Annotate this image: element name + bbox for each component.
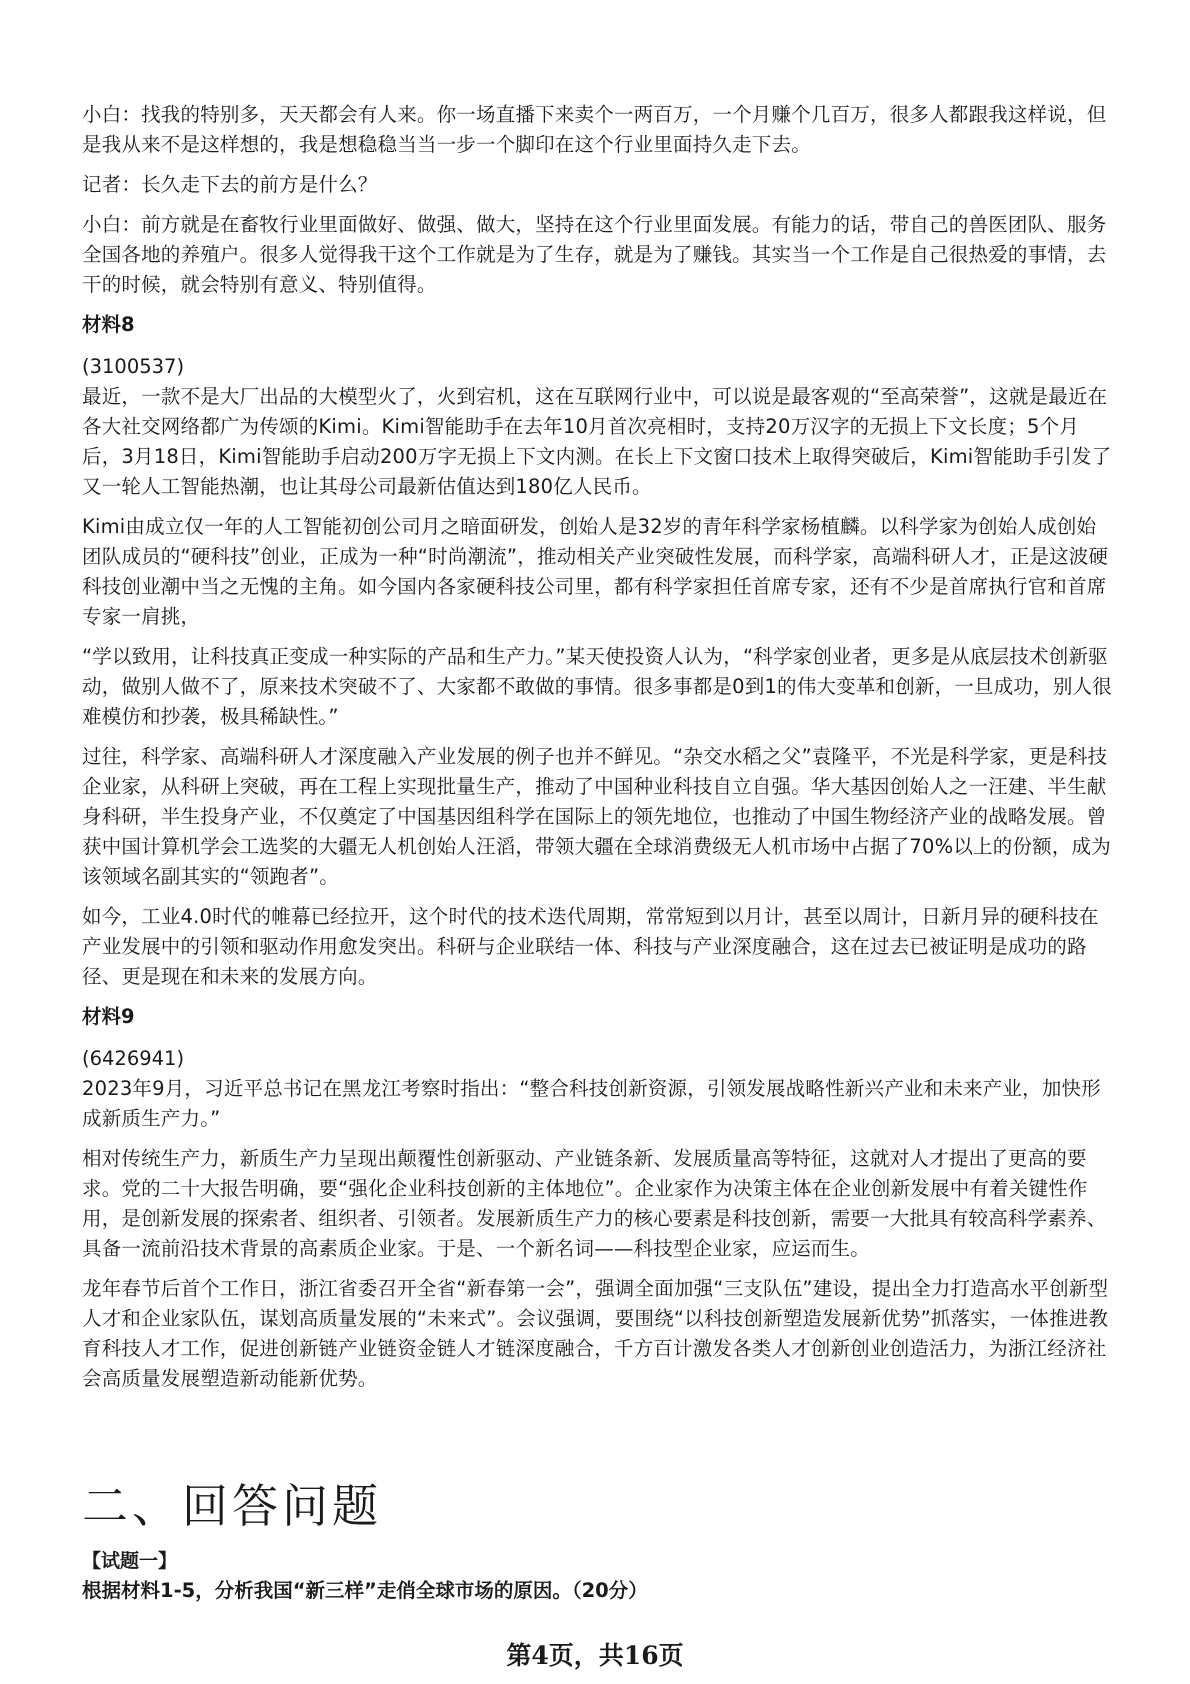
page-footer: 第4页，共16页 xyxy=(506,1641,684,1670)
section-title: 二、回答问题 xyxy=(82,1479,382,1533)
paragraph: 龙年春节后首个工作日，浙江省委召开全省“新春第一会”，强调全面加强“三支队伍”建设，提出全力打造高水平创新型人才和企业家队伍，谋划高质量发展的“未来式”。会议强调，要围绕“以科技创新塑造发展新优势”抓落实，一体推进教育科技人才工作，促进创新链产业链资金链人才链深度融合，千方百计激发各类人才创新创业创造活力，为浙江经济社会高质量发展塑造新动能新优势。 xyxy=(82,1277,1109,1390)
paragraph: 如今，工业4.0时代的帷幕已经拉开，这个时代的技术迭代周期，常常短到以月计，甚至以周计，日新月异的硬科技在产业发展中的引领和驱动作用愈发突出。科研与企业联结一体、科技与产业深度融合，这在过去已被证明是成功的路径、更是现在和未来的发展方向。 xyxy=(82,905,1099,988)
paragraph: 相对传统生产力，新质生产力呈现出颠覆性创新驱动、产业链条新、发展质量高等特征，这就对人才提出了更高的要求。党的二十大报告明确，要“强化企业科技创新的主体地位”。企业家作为决策主体在企业创新发展中有着关键性作用，是创新发展的探索者、组织者、引领者。发展新质生产力的核心要素是科技创新，需要一大批具有较高科学素养、具备一流前沿技术背景的高素质企业家。于是、一个新名词——科技型企业家，应运而生。 xyxy=(82,1147,1107,1260)
material-8-heading: 材料8 xyxy=(82,313,135,336)
paragraph: 小白：找我的特别多，天天都会有人来。你一场直播下来卖个一两百万，一个月赚个几百万，很多人都跟我这样说，但是我从来不是这样想的，我是想稳稳当当一步一个脚印在这个行业里面持久走下去。 xyxy=(82,103,1107,156)
paragraph: 小白：前方就是在畜牧行业里面做好、做强、做大，坚持在这个行业里面发展。有能力的话，带自己的兽医团队、服务全国各地的养殖户。很多人觉得我干这个工作就是为了生存，就是为了赚钱。其实当一个工作是自己很热爱的事情，去干的时候，就会特别有意义、特别值得。 xyxy=(82,213,1107,296)
paragraph: 记者：长久走下去的前方是什么？ xyxy=(82,173,378,196)
question-label: 【试题一】 xyxy=(82,1550,178,1572)
material-9-heading: 材料9 xyxy=(82,1005,135,1028)
material-8-code: (3100537) xyxy=(82,355,185,378)
paragraph: 最近，一款不是大厂出品的大模型火了，火到宕机，这在互联网行业中，可以说是最客观的“至高荣誉”，这就是最近在各大社交网络都广为传颂的Kimi。Kimi智能助手在去年10月首次亮相时，支持20万汉字的无损上下文长度；5个月后，3月18日，Kimi智能助手启动200万字无损上下文内测。在长上下文窗口技术上取得突破后，Kimi智能助手引发了又一轮人工智能热潮，也让其母公司最新估值达到180亿人民币。 xyxy=(82,385,1112,498)
question-text: 根据材料1-5，分析我国“新三样”走俏全球市场的原因。（20分） xyxy=(82,1579,648,1602)
paragraph: 2023年9月，习近平总书记在黑龙江考察时指出：“整合科技创新资源，引领发展战略性新兴产业和未来产业，加快形成新质生产力。” xyxy=(82,1077,1101,1130)
material-9-code: (6426941) xyxy=(82,1047,185,1070)
paragraph: “学以致用，让科技真正变成一种实际的产品和生产力。”某天使投资人认为，“科学家创业者，更多是从底层技术创新驱动，做别人做不了，原来技术突破不了、大家都不敢做的事情。很多事都是0到1的伟大变革和创新，一旦成功，别人很难模仿和抄袭，极具稀缺性。” xyxy=(82,645,1112,728)
document-body xyxy=(82,100,1114,1404)
paragraph: Kimi由成立仅一年的人工智能初创公司月之暗面研发，创始人是32岁的青年科学家杨植麟。以科学家为创始人成创始团队成员的“硬科技”创业，正成为一种“时尚潮流”，推动相关产业突破性发展，而科学家，高端科研人才，正是这波硬科技创业潮中当之无愧的主角。如今国内各家硬科技公司里，都有科学家担任首席专家，还有不少是首席执行官和首席专家一肩挑， xyxy=(82,515,1109,628)
paragraph: 过往，科学家、高端科研人才深度融入产业发展的例子也并不鲜见。“杂交水稻之父”袁隆平，不光是科学家，更是科技企业家，从科研上突破，再在工程上实现批量生产，推动了中国种业科技自立自强。华大基因创始人之一汪建、半生献身科研，半生投身产业，不仅奠定了中国基因组科学在国际上的领先地位，也推动了中国生物经济产业的战略发展。曾获中国计算机学会工选奖的大疆无人机创始人汪滔，带领大疆在全球消费级无人机市场中占据了70%以上的份额，成为该领域名副其实的“领跑者”。 xyxy=(82,745,1111,888)
